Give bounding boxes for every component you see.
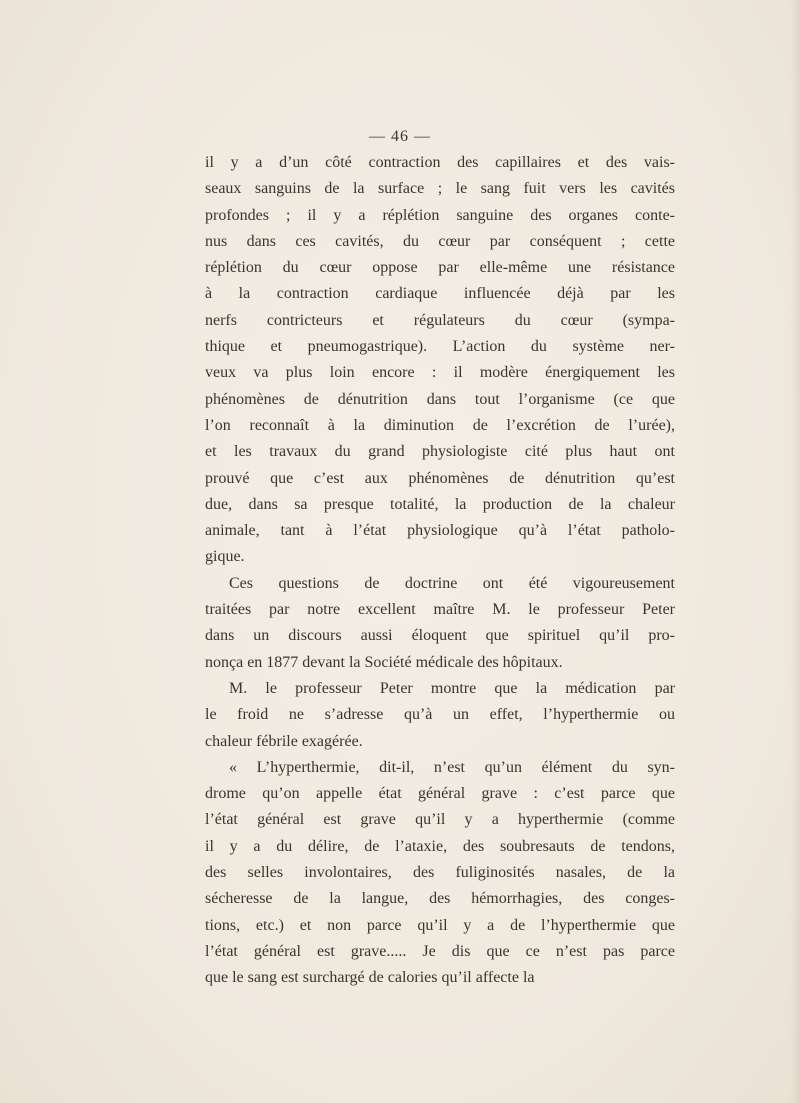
text-line: nus dans ces cavités, du cœur par conséquent ; cette — [205, 232, 675, 250]
text-line: des selles involontaires, des fuliginosités nasales, de la — [205, 864, 675, 882]
text-line: à la contraction cardiaque influencée déjà par les — [205, 285, 675, 303]
text-line: phénomènes de dénutrition dans tout l’organisme (ce que — [205, 390, 675, 408]
text-line: réplétion du cœur oppose par elle-même une résistance — [205, 259, 675, 277]
text-line: tions, etc.) et non parce qu’il y a de l’hyperthermie que — [205, 916, 675, 934]
text-line: Ces questions de doctrine ont été vigoureusement — [229, 574, 675, 592]
text-line: seaux sanguins de la surface ; le sang fuit vers les cavités — [205, 180, 675, 198]
text-line: nonça en 1877 devant la Société médicale des hôpitaux. — [205, 653, 563, 671]
text-line: due, dans sa presque totalité, la production de la chaleur — [205, 495, 675, 513]
text-line: nerfs contricteurs et régulateurs du cœur (sympa- — [205, 311, 675, 329]
paragraph — [205, 150, 675, 571]
paragraph — [205, 755, 675, 992]
text-line: M. le professeur Peter montre que la médication par — [229, 679, 675, 697]
text-line: que le sang est surchargé de calories qu’il affecte la — [205, 969, 535, 987]
page-number: — 46 — — [369, 128, 431, 145]
text-line: il y a d’un côté contraction des capillaires et des vais- — [205, 154, 675, 171]
text-line: et les travaux du grand physiologiste cité plus haut ont — [205, 443, 675, 461]
paragraph — [205, 571, 675, 676]
body-text — [205, 150, 675, 992]
text-line: drome qu’on appelle état général grave : c’est parce que — [205, 785, 675, 803]
text-line: l’état général est grave..... Je dis que ce n’est pas parce — [205, 942, 675, 960]
text-line: l’on reconnaît à la diminution de l’excrétion de l’urée), — [205, 416, 675, 434]
text-line: dans un discours aussi éloquent que spirituel qu’il pro- — [205, 627, 675, 645]
text-line: le froid ne s’adresse qu’à un effet, l’hyperthermie ou — [205, 706, 675, 724]
text-line: profondes ; il y a réplétion sanguine des organes conte- — [205, 206, 675, 224]
text-line: thique et pneumogastrique). L’action du système ner- — [205, 338, 675, 356]
paragraph — [205, 676, 675, 755]
text-line: veux va plus loin encore : il modère énergiquement les — [205, 364, 675, 382]
text-line: « L’hyperthermie, dit-il, n’est qu’un élément du syn- — [229, 758, 675, 776]
text-line: sécheresse de la langue, des hémorrhagies, des conges- — [205, 890, 675, 908]
text-line: l’état général est grave qu’il y a hyperthermie (comme — [205, 811, 675, 829]
text-line: gique. — [205, 548, 245, 566]
text-line: chaleur fébrile exagérée. — [205, 732, 363, 750]
text-line: prouvé que c’est aux phénomènes de dénutrition qu’est — [205, 469, 675, 487]
text-line: il y a du délire, de l’ataxie, des soubresauts de tendons, — [205, 837, 675, 855]
page-edge-shadow — [790, 0, 800, 1103]
text-line: traitées par notre excellent maître M. le professeur Peter — [205, 601, 675, 619]
text-line: animale, tant à l’état physiologique qu’à l’état patholo- — [205, 522, 675, 540]
